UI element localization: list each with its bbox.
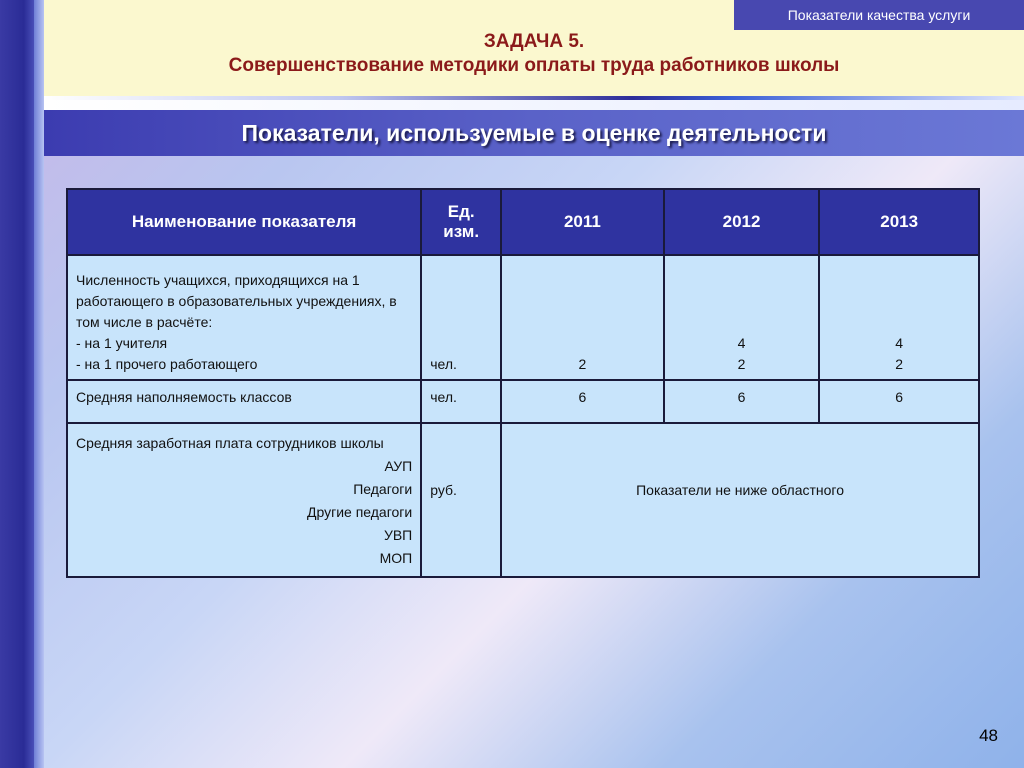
row3-item-other-teachers: Другие педагоги (306, 504, 413, 520)
row2-2011: 6 (501, 380, 664, 423)
table-row-average-salary (67, 423, 979, 577)
table-row-class-size (67, 380, 979, 423)
section-title: Показатели, используемые в оценке деятельности (241, 119, 827, 146)
row1-2011-sub2: 2 (578, 356, 587, 372)
header-divider-light (44, 100, 1024, 110)
table-header-row (67, 189, 979, 255)
row1-2011-sub1 (510, 333, 655, 354)
header-2011: 2011 (501, 189, 664, 255)
row3-item-mop: МОП (379, 550, 413, 566)
task-title-line2: Совершенствование методики оплаты труда работников школы (228, 55, 840, 76)
row1-2012-cell (664, 255, 820, 380)
row1-desc: Численность учащихся, приходящихся на 1 работающего в образовательных учреждениях, в том числе в расчёте: (76, 272, 397, 330)
row1-desc-cell (67, 255, 421, 380)
row3-item-aup: АУП (384, 458, 413, 474)
row3-desc: Средняя заработная плата сотрудников школы (76, 435, 384, 451)
table-row-students-per-worker (67, 255, 979, 380)
row2-unit: чел. (421, 380, 501, 423)
indicators-table (66, 188, 980, 578)
row3-item-uvp: УВП (383, 527, 413, 543)
row1-2013-cell (819, 255, 979, 380)
header-name: Наименование показателя (67, 189, 421, 255)
row3-merged-value: Показатели не ниже областного (501, 423, 979, 577)
row3-unit: руб. (421, 423, 501, 577)
header-unit-line1: Ед. (447, 202, 475, 221)
row1-sub1: - на 1 учителя (76, 335, 168, 351)
task-title (44, 30, 1024, 78)
header-unit-line2: изм. (443, 222, 480, 241)
row1-unit: чел. (421, 255, 501, 380)
row2-desc: Средняя наполняемость классов (67, 380, 421, 423)
left-decorative-bar-inner (34, 0, 44, 768)
row2-2013: 6 (819, 380, 979, 423)
row1-2013-sub1: 4 (895, 335, 904, 351)
header-unit (421, 189, 501, 255)
row3-item-teachers: Педагоги (353, 481, 413, 497)
top-tag: Показатели качества услуги (734, 0, 1024, 30)
row1-2011-cell (501, 255, 664, 380)
row2-2012: 6 (664, 380, 820, 423)
row1-2013-sub2: 2 (895, 356, 904, 372)
row3-desc-cell (67, 423, 421, 577)
row1-2012-sub1: 4 (737, 335, 746, 351)
header-2012: 2012 (664, 189, 820, 255)
row1-sub2: - на 1 прочего работающего (76, 356, 258, 372)
page-number: 48 (979, 726, 998, 745)
task-title-line1: ЗАДАЧА 5. (483, 31, 585, 52)
row1-2012-sub2: 2 (737, 356, 746, 372)
left-decorative-bar (0, 0, 34, 768)
header-2013: 2013 (819, 189, 979, 255)
